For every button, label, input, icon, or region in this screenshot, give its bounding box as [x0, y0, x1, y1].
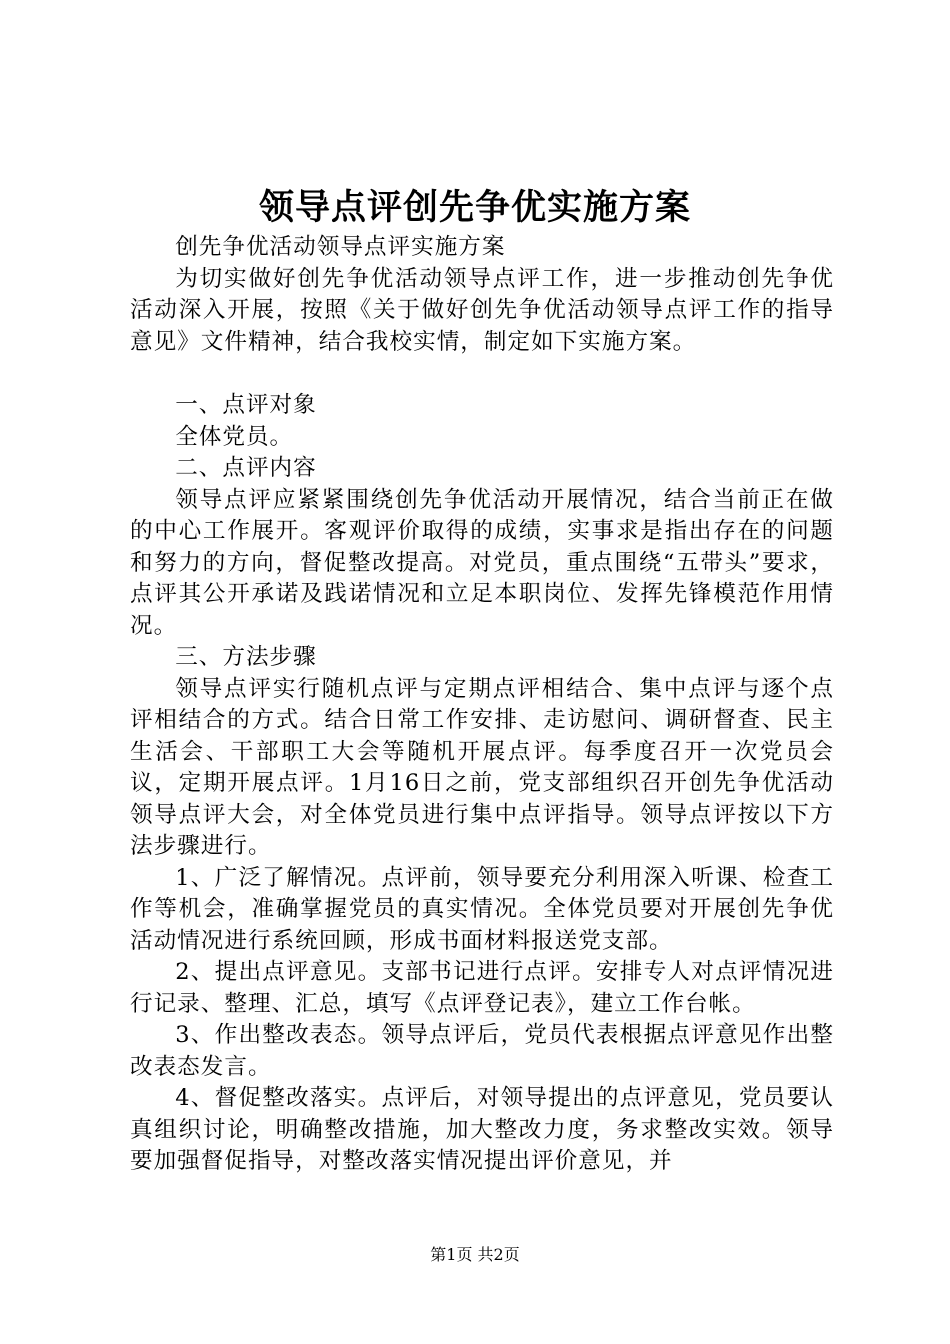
page-number-footer: 第1页 共2页 [430, 1245, 520, 1264]
section-heading-1: 一、点评对象 [175, 392, 317, 418]
section-heading-3: 三、方法步骤 [175, 644, 317, 670]
paragraph: 领导点评实行随机点评与定期点评相结合、集中点评与逐个点评相结合的方式。结合日常工作安排、走访慰问、调研督查、民主生活会、干部职工大会等随机开展点评。每季度召开一次党员会议，定期开展点评。1月16日之前，党支部组织召开创先争优活动领导点评大会，对全体党员进行集中点评指导。领导点评按以下方法步骤进行。 [130, 675, 834, 859]
paragraph: 全体党员。 [175, 423, 294, 450]
step-paragraph-3: 3、作出整改表态。领导点评后，党员代表根据点评意见作出整改表态发言。 [130, 1022, 834, 1080]
step-paragraph-4: 4、督促整改落实。点评后，对领导提出的点评意见，党员要认真组织讨论，明确整改措施，加大整改力度，务求整改实效。领导要加强督促指导，对整改落实情况提出评价意见，并 [130, 1085, 834, 1174]
document-subtitle: 创先争优活动领导点评实施方案 [175, 234, 506, 260]
section-heading-2: 二、点评内容 [175, 455, 317, 481]
paragraph: 领导点评应紧紧围绕创先争优活动开展情况，结合当前正在做的中心工作展开。客观评价取得的成绩，实事求是指出存在的问题和努力的方向，督促整改提高。对党员，重点围绕“五带头”要求，点评其公开承诺及践诺情况和立足本职岗位、发挥先锋模范作用情况。 [130, 486, 834, 639]
document-body [130, 232, 834, 1178]
intro-paragraph: 为切实做好创先争优活动领导点评工作，进一步推动创先争优活动深入开展，按照《关于做好创先争优活动领导点评工作的指导意见》文件精神，结合我校实情，制定如下实施方案。 [130, 265, 834, 355]
step-paragraph-1: 1、广泛了解情况。点评前，领导要充分利用深入听课、检查工作等机会，准确掌握党员的真实情况。全体党员要对开展创先争优活动情况进行系统回顾，形成书面材料报送党支部。 [130, 864, 834, 954]
step-paragraph-2: 2、提出点评意见。支部书记进行点评。安排专人对点评情况进行记录、整理、汇总，填写《点评登记表》，建立工作台帐。 [130, 959, 834, 1017]
document-title: 领导点评创先争优实施方案 [258, 187, 691, 228]
